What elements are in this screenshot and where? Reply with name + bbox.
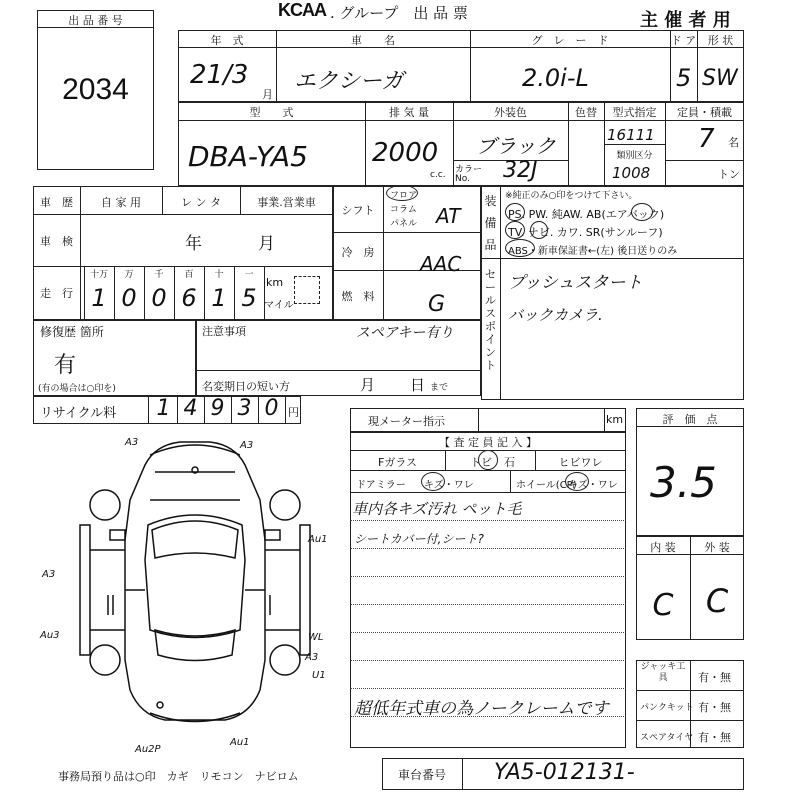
ac-value: AAC xyxy=(420,252,462,276)
private-use: 自 家 用 xyxy=(101,196,141,209)
mirror-damage-label: キズ・ワレ xyxy=(424,480,474,491)
car-cabin xyxy=(145,515,245,638)
wheel-rear-left xyxy=(90,645,120,675)
repair-note: (有の場合は○印を) xyxy=(38,384,116,394)
sales-point-2: バックカメラ. xyxy=(508,306,603,324)
period-until: まで xyxy=(430,383,449,393)
model-value: DBA-YA5 xyxy=(188,140,308,173)
displacement-label: 排 気 量 xyxy=(389,106,429,119)
mileage-digit: 1 xyxy=(211,284,227,312)
form-title: . グループ 出 品 票 xyxy=(330,4,468,22)
lot-number-label: 出 品 番 号 xyxy=(68,14,123,27)
wheel-damage-label: キズ・ワレ xyxy=(568,480,618,491)
recycle-digit: 4 xyxy=(183,396,198,421)
equipment-line3: ABS・新車保証書←(左) 後日送りのみ xyxy=(508,246,678,257)
month-unit: 月 xyxy=(262,88,273,101)
ac-label: 冷 房 xyxy=(341,246,375,259)
mark-u1-right: U1 xyxy=(312,670,326,681)
repair-label: 修復歴 箇所 xyxy=(40,325,104,339)
exterior-grade: C xyxy=(705,582,729,620)
windshield xyxy=(152,521,238,558)
mark-au2p-bottom: Au2P xyxy=(135,744,161,755)
cc-unit: c.c. xyxy=(430,170,446,180)
tobi-label: トビ xyxy=(470,456,492,469)
mark-a3-right: A3 xyxy=(305,652,319,663)
business-use: 事業.営業車 xyxy=(257,196,316,209)
interior-label: 内 装 xyxy=(650,541,676,554)
note-line xyxy=(350,548,626,549)
recycle-digit: 0 xyxy=(264,396,279,421)
capacity-unit: 名 xyxy=(728,136,739,149)
grade-value: 2.0i-L xyxy=(522,64,589,92)
navi-circle xyxy=(530,221,548,239)
sales-point-label: セールスポイント xyxy=(485,268,496,372)
mile-label: マイル xyxy=(264,300,294,311)
meter-label: 現メーター指示 xyxy=(368,415,445,428)
ishi-label: 石 xyxy=(504,456,515,469)
f-glass-label: Fガラス xyxy=(378,456,417,469)
spare-label: スペアタイヤ xyxy=(640,733,694,743)
door-mirror-label: ドアミラー xyxy=(356,480,406,491)
mileage-digit-label: 十万 xyxy=(89,270,108,280)
mark-w-right: WL xyxy=(308,632,324,643)
mileage-digit: 6 xyxy=(181,284,197,312)
note-line xyxy=(350,688,626,689)
jack-label: ジャッキ工具 xyxy=(640,662,686,683)
capacity-label: 定員・積載 xyxy=(677,106,732,119)
year-label: 年 式 xyxy=(210,34,244,47)
office-note: 事務局預り品は○印 カギ リモコン ナビロム xyxy=(58,770,299,783)
mileage-digit: 5 xyxy=(241,284,257,312)
mirror-kizu-circle xyxy=(421,472,445,491)
inspection-month: 月 xyxy=(258,234,275,254)
wheel-kizu-circle xyxy=(565,472,589,491)
color-change-label: 色替 xyxy=(575,106,597,119)
inspector-note-3: 超低年式車の為ノークレームです xyxy=(354,699,609,719)
mileage-digit-label: 百 xyxy=(184,270,194,280)
fuel-label: 燃 料 xyxy=(341,290,375,303)
period-day: 日 xyxy=(410,376,426,394)
car-diagram xyxy=(40,430,330,755)
puncture-option: 有・無 xyxy=(698,701,731,714)
chassis-number: YA5-012131- xyxy=(494,760,635,785)
mark-a3-top-left: A3 xyxy=(125,437,139,448)
caution-value: スペアキー有り xyxy=(356,325,454,341)
wheel-front-right xyxy=(270,490,300,520)
recycle-divider xyxy=(285,396,286,424)
type-spec-label: 型式指定 xyxy=(612,106,657,119)
equipment-line1: PS. PW. 純AW. AB(エアバック) xyxy=(508,208,665,221)
panel-label: パネル xyxy=(390,219,418,229)
color-no: 32J xyxy=(503,158,538,183)
equipment-note: ※純正のみ○印をつけて下さい。 xyxy=(505,191,638,201)
mark-a3-left: A3 xyxy=(42,569,56,580)
ps-circle xyxy=(505,203,525,221)
inspector-title: 【 査 定 員 記 入 】 xyxy=(439,436,537,449)
shift-value: AT xyxy=(436,204,461,228)
type-spec-value: 16111 xyxy=(607,126,655,144)
mileage-digit-label: 一 xyxy=(244,270,254,280)
recycle-digit: 1 xyxy=(156,396,171,421)
short-period-label: 名変期日の短い方 xyxy=(202,380,290,393)
name-label: 車 名 xyxy=(351,34,395,47)
wheel-rear-right xyxy=(270,645,300,675)
interior-grade: C xyxy=(652,588,674,623)
vehicle-name: エクシーガ xyxy=(294,69,404,94)
mile-box xyxy=(294,276,320,304)
equipment-label: 装備品 xyxy=(484,194,497,252)
mirror-left xyxy=(110,530,125,540)
load-unit: トン xyxy=(718,168,740,181)
chassis-label: 車台番号 xyxy=(397,768,446,782)
spare-option: 有・無 xyxy=(698,731,731,744)
note-line xyxy=(350,660,626,661)
repair-value: 有 xyxy=(54,353,77,378)
recycle-digit: 3 xyxy=(237,396,252,421)
abs-circle xyxy=(505,239,535,257)
shape-label: 形 状 xyxy=(707,34,734,47)
rental: レ ン タ xyxy=(181,196,221,209)
mileage-digit-label: 十 xyxy=(214,270,224,280)
mileage-digit: 1 xyxy=(91,284,107,312)
exterior-label: 外 装 xyxy=(704,541,730,554)
displacement-value: 2000 xyxy=(372,138,439,168)
grade-label: グ レ ー ド xyxy=(531,34,609,47)
brand-logo: KCAA xyxy=(278,0,326,20)
mark-a3-top-right: A3 xyxy=(240,440,254,451)
ab-circle xyxy=(631,203,653,221)
mileage-digit-label: 万 xyxy=(124,270,134,280)
evaluation-score: 3.5 xyxy=(650,458,717,507)
exterior-color: ブラック xyxy=(476,134,556,158)
class-value: 1008 xyxy=(612,164,651,182)
mark-au1-bottom: Au1 xyxy=(230,737,250,748)
fuel-value: G xyxy=(428,292,446,317)
note-line xyxy=(350,604,626,605)
mileage-digit: 0 xyxy=(121,284,137,312)
model-label: 型 式 xyxy=(249,106,294,119)
puncture-label: パンクキット xyxy=(640,703,694,713)
note-line xyxy=(350,520,626,521)
meter-km: km xyxy=(606,413,624,426)
note-line xyxy=(350,576,626,577)
tobi-circle xyxy=(478,450,498,470)
wheel-label: ホイール(CP) xyxy=(516,480,577,491)
note-line xyxy=(350,632,626,633)
inspector-note-2: シートカバー付,シート? xyxy=(354,532,484,546)
capacity-value: 7 xyxy=(698,124,715,154)
column-label: コラム xyxy=(390,205,417,215)
caution-label: 注意事項 xyxy=(202,325,246,338)
floor-circle xyxy=(386,185,418,201)
exterior-color-label: 外装色 xyxy=(494,106,527,119)
km-label: km xyxy=(266,276,284,289)
mark-au1-right: Au1 xyxy=(308,534,328,545)
organizer-label: 主 催 者 用 xyxy=(640,10,731,31)
recycle-unit: 円 xyxy=(288,406,299,419)
tv-circle xyxy=(505,221,525,239)
wheel-front-left xyxy=(90,490,120,520)
mileage-label: 走 行 xyxy=(40,287,73,300)
recycle-label: リサイクル料 xyxy=(40,406,117,421)
evaluation-label: 評 価 点 xyxy=(662,413,718,426)
jack-option: 有・無 xyxy=(698,671,731,684)
equipment-line2: TV. ナビ. カワ. SR(サンルーフ) xyxy=(508,226,663,239)
mark-au3-left: Au3 xyxy=(40,630,60,641)
inspection-label: 車 検 xyxy=(40,235,73,248)
shift-label: シフト xyxy=(341,204,375,217)
inspector-note-1: 車内各キズ汚れ ペット毛 xyxy=(352,500,522,518)
recycle-digit: 9 xyxy=(210,396,225,421)
sales-point-1: プッシュスタート xyxy=(508,273,643,293)
class-label: 類別区分 xyxy=(616,151,653,161)
color-no-label: カラー No. xyxy=(455,165,483,184)
year-value: 21/3 xyxy=(190,60,249,90)
inspection-year: 年 xyxy=(185,234,202,254)
doors-value: 5 xyxy=(676,64,692,92)
shape-value: SW xyxy=(702,66,738,91)
lot-number: 2034 xyxy=(62,73,129,106)
mirror-right xyxy=(265,530,280,540)
hibiware-label: ヒビワレ xyxy=(558,456,603,469)
mileage-digit-label: 千 xyxy=(154,270,164,280)
mileage-digit: 0 xyxy=(151,284,167,312)
doors-label: ド ア xyxy=(670,34,697,47)
history-label: 車 歴 xyxy=(40,196,73,209)
left-side-panel xyxy=(80,525,90,655)
period-month: 月 xyxy=(360,376,376,394)
floor-label: フロア xyxy=(390,191,418,201)
